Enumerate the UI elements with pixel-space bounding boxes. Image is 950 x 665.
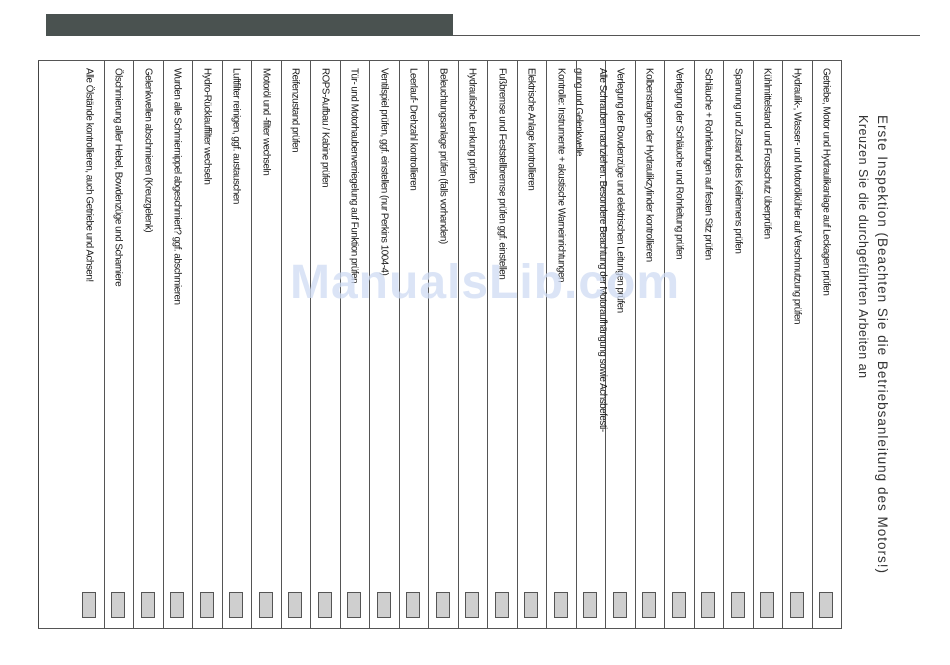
checklist-checkbox[interactable] bbox=[82, 592, 96, 618]
inspection-checklist bbox=[38, 60, 841, 629]
checklist-item-label: Kolbenstangen der Hydraulikzylinder kontrollieren bbox=[643, 68, 655, 262]
checklist-item-label: Wurden alle Schmiernippel abgeschmiert? ggf. abschmieren bbox=[171, 68, 183, 305]
checklist-item-label: Leerlauf- Drehzahl kontrollieren bbox=[407, 68, 419, 191]
checklist-item-label: Verlegung der Bowdenzüge und elektrischen Leitungen prüfen bbox=[614, 68, 626, 313]
checklist-checkbox[interactable] bbox=[406, 592, 420, 618]
checklist-item-label: Kühlmittelstand und Frostschutz überprüfen bbox=[761, 68, 773, 239]
checklist-item bbox=[487, 60, 518, 629]
checklist-checkbox[interactable] bbox=[642, 592, 656, 618]
page-subtitle: Kreuzen Sie die durchgeführten Arbeiten an bbox=[856, 115, 870, 379]
checklist-item-label: Beleuchtungsanlage prüfen (falls vorhanden) bbox=[437, 68, 449, 244]
checklist-item bbox=[310, 60, 341, 629]
watermark: ManualsLib.com bbox=[290, 256, 681, 309]
checklist-item bbox=[399, 60, 430, 629]
checklist-item-label: Gelenkwellen abschmieren (Kreuzgelenk) bbox=[142, 68, 154, 233]
page-header bbox=[850, 115, 890, 615]
checklist-item-label: Fußbremse und Feststellbremse prüfen ggf. einstellen bbox=[496, 68, 508, 280]
checklist-item bbox=[664, 60, 695, 629]
checklist-checkbox[interactable] bbox=[259, 592, 273, 618]
checklist-item-label: Verlegung der Schläuche und Rohrleitung prüfen bbox=[673, 68, 685, 260]
header-bar bbox=[46, 14, 453, 36]
checklist-checkbox[interactable] bbox=[318, 592, 332, 618]
checklist-item bbox=[133, 60, 164, 629]
checklist-item-label: Schläuche + Rohrleitungen auf festen Sitz prüfen bbox=[702, 68, 714, 260]
checklist-checkbox[interactable] bbox=[200, 592, 214, 618]
checklist-checkbox[interactable] bbox=[436, 592, 450, 618]
checklist-checkbox[interactable] bbox=[229, 592, 243, 618]
checklist-item bbox=[340, 60, 371, 629]
checklist-checkbox[interactable] bbox=[554, 592, 568, 618]
header-rule bbox=[453, 35, 920, 36]
checklist-item-label: Alle Schrauben nachziehen. Besondere Beachtung der Motoraufhängung sowie Achsbefesti- gung und Gelenkwelle bbox=[573, 68, 609, 432]
checklist-item-label: Hydro-Rücklauffilter wechseln bbox=[201, 68, 213, 185]
checklist-item bbox=[369, 60, 400, 629]
checklist-checkbox[interactable] bbox=[672, 592, 686, 618]
checklist-item bbox=[753, 60, 784, 629]
checklist-checkbox[interactable] bbox=[347, 592, 361, 618]
checklist-checkbox[interactable] bbox=[524, 592, 538, 618]
checklist-checkbox[interactable] bbox=[583, 592, 597, 618]
checklist-item bbox=[104, 60, 135, 629]
checklist-item-label: Spannung und Zustand des Keilriemens prüfen bbox=[732, 68, 744, 254]
checklist-checkbox[interactable] bbox=[288, 592, 302, 618]
checklist-item bbox=[428, 60, 459, 629]
checklist-item-label: Motoröl und -filter wechseln bbox=[260, 68, 272, 176]
checklist-checkbox[interactable] bbox=[141, 592, 155, 618]
checklist-item-label: Elektrische Anlage kontrollieren bbox=[525, 68, 537, 191]
checklist-item bbox=[723, 60, 754, 629]
checklist-item-label: Reifenzustand prüfen bbox=[289, 68, 301, 153]
checklist-checkbox[interactable] bbox=[170, 592, 184, 618]
checklist-item bbox=[635, 60, 666, 629]
checklist-item bbox=[458, 60, 489, 629]
checklist-item bbox=[74, 60, 105, 629]
checklist-item-label: Hydraulische Lenkung prüfen bbox=[466, 68, 478, 184]
checklist-checkbox[interactable] bbox=[731, 592, 745, 618]
checklist-item-label: ROPS-Aufbau / Kabine prüfen bbox=[319, 68, 331, 188]
checklist-item bbox=[251, 60, 282, 629]
checklist-checkbox[interactable] bbox=[377, 592, 391, 618]
checklist-item bbox=[812, 60, 843, 629]
checklist-checkbox[interactable] bbox=[760, 592, 774, 618]
checklist-item bbox=[694, 60, 725, 629]
checklist-item bbox=[782, 60, 813, 629]
checklist-checkbox[interactable] bbox=[701, 592, 715, 618]
checklist-item bbox=[281, 60, 312, 629]
table-left-border bbox=[38, 60, 39, 629]
checklist-checkbox[interactable] bbox=[819, 592, 833, 618]
checklist-item bbox=[192, 60, 223, 629]
checklist-item-label: Tür- und Motorhaubenverriegelung auf Funktion prüfen bbox=[348, 68, 360, 284]
checklist-item-label: Ventilspiel prüfen, ggf. einstellen (nur Perkins 1004-4) bbox=[378, 68, 390, 276]
checklist-item-label: Getriebe, Motor und Hydraulikanlage auf Leckagen prüfen bbox=[820, 68, 832, 296]
checklist-checkbox[interactable] bbox=[495, 592, 509, 618]
checklist-checkbox[interactable] bbox=[790, 592, 804, 618]
checklist-checkbox[interactable] bbox=[465, 592, 479, 618]
checklist-item bbox=[573, 60, 609, 629]
checklist-checkbox[interactable] bbox=[111, 592, 125, 618]
checklist-item-label: Kontrolle: Instrumente + akustische Warneinrichtungen bbox=[555, 68, 567, 283]
checklist-item bbox=[546, 60, 577, 629]
checklist-item bbox=[163, 60, 194, 629]
checklist-item bbox=[517, 60, 548, 629]
checklist-item-label: Ölschmierung aller Hebel, Bowdenzüge und Scharniere bbox=[112, 68, 124, 287]
checklist-item-label: Alle Ölstände kontrollieren, auch Getriebe und Achsen! bbox=[83, 68, 95, 282]
checklist-item bbox=[222, 60, 253, 629]
checklist-checkbox[interactable] bbox=[613, 592, 627, 618]
page-title: Erste Inspektion (Beachten Sie die Betriebsanleitung des Motors!) bbox=[875, 115, 890, 574]
checklist-item-label: Luftfilter reinigen, ggf. austauschen bbox=[230, 68, 242, 204]
checklist-item-label: Hydraulik-, Wasser- und Motorölkühler auf Verschmutzung prüfen bbox=[791, 68, 803, 324]
